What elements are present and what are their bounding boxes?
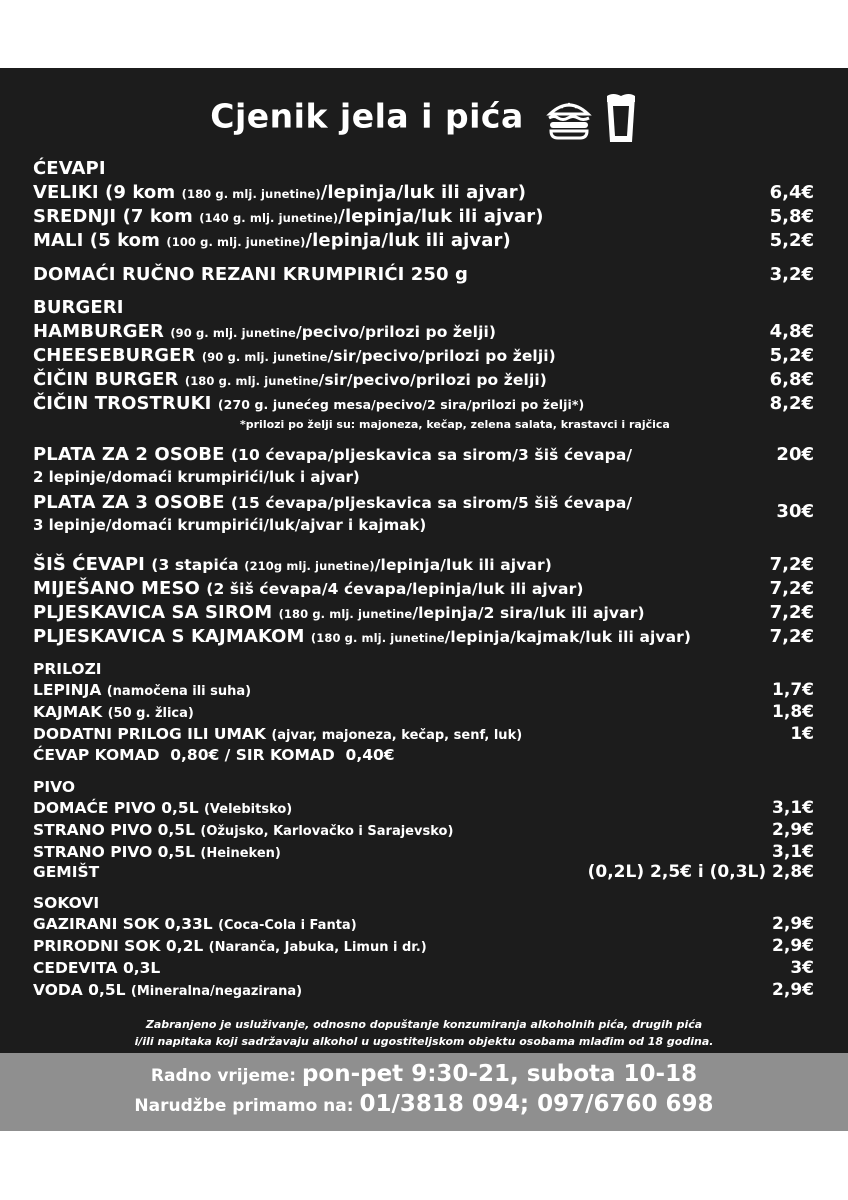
item-detail: (Heineken) [200,846,281,861]
item-name: CHEESEBURGER [33,345,202,366]
menu-title-text: Cjenik jela i pića [210,96,524,136]
item-name: DODATNI PRILOG ILI UMAK [33,725,272,743]
item-name: VODA 0,5L [33,981,131,999]
orders-label: Narudžbe primamo na: [134,1096,360,1116]
menu-item [33,626,814,647]
item-price: 5,2€ [769,345,814,366]
item-price: 30€ [776,501,814,522]
menu-item [33,702,814,722]
menu-item [33,820,814,840]
item-detail: (180 g. mlj. junetine [184,374,319,388]
item-detail: (210g mlj. junetine) [244,559,375,573]
item-price: 4,8€ [769,321,814,342]
menu-title [0,92,848,144]
item-detail: 3 lepinje/domaći krumpirići/luk/ajvar i kajmak) [33,516,427,534]
item-name: DOMAĆE PIVO 0,5L [33,799,204,817]
item-price: 3€ [790,958,814,978]
item-detail: (180 g. mlj. junetine [278,607,413,621]
item-name: PRIRODNI SOK 0,2L [33,937,209,955]
order-phones [0,1091,848,1117]
item-detail: (Velebitsko) [203,802,293,817]
item-name: LEPINJA [33,681,107,699]
item-name: SREDNJI (7 kom [33,206,200,227]
menu-item [33,914,814,934]
burger-note: *prilozi po želji su: majoneza, kečap, zelena salata, krastavci i rajčica [240,418,670,431]
item-name: STRANO PIVO 0,5L [33,821,201,839]
item-name: MIJEŠANO MESO [33,578,207,599]
menu-item [33,182,814,203]
menu-item-fries [33,264,814,285]
menu-item [33,554,814,575]
menu-item [33,936,814,956]
item-name: CEDEVITA 0,3L [33,959,161,977]
item-detail: (180 g. mlj. junetine) [181,187,321,201]
category-cevapi: ĆEVAPI [33,158,106,179]
item-price: 2,9€ [772,914,814,934]
item-detail: (Ožujsko, Karlovačko i Sarajevsko) [200,824,454,839]
item-detail: /lepinja/luk ili ajvar) [338,206,544,227]
item-price: 20€ [776,444,814,465]
item-detail: (10 ćevapa/pljeskavica sa sirom/3 šiš ćevapa/ [230,446,633,464]
item-price: 5,2€ [769,230,814,251]
item-detail: (90 g. mlj. junetine [201,350,328,364]
menu-item [33,393,814,414]
item-detail: /lepinja/kajmak/luk ili ajvar) [444,628,692,646]
item-detail: (Coca-Cola i Fanta) [218,918,357,933]
menu-item [33,321,814,342]
item-detail: (namočena ili suha) [106,684,252,699]
category-prilozi: PRILOZI [33,660,102,678]
menu-item [33,602,814,623]
item-price: 6,4€ [769,182,814,203]
item-detail: /lepinja/luk ili ajvar) [320,182,527,203]
item-name: MALI (5 kom [33,230,167,251]
item-detail: (ajvar, majoneza, kečap, senf, luk) [271,728,523,743]
item-detail: (270 g. junećeg mesa/pecivo/2 sira/prilozi po želji*) [217,397,585,412]
menu-item [33,206,814,227]
item-name: HAMBURGER [33,321,171,342]
item-price: 1,8€ [772,702,814,722]
item-name: PLJESKAVICA SA SIROM [33,602,279,623]
orders-value: 01/3818 094; 097/6760 698 [359,1091,714,1117]
item-detail: (90 g. mlj. junetine [170,326,296,340]
hours-value: pon-pet 9:30-21, subota 10-18 [301,1061,698,1087]
item-detail: (140 g. mlj. junetine) [199,211,339,225]
menu-item [33,980,814,1000]
item-detail: (50 g. žlica) [107,706,194,721]
beer-glass-icon [604,92,638,144]
item-price: 1€ [790,724,814,744]
item-name: ŠIŠ ĆEVAPI [33,554,152,575]
item-price: 2,9€ [772,820,814,840]
item-price: 3,2€ [769,264,814,285]
item-name: PLATA ZA 3 OSOBE [33,492,231,513]
menu-item [33,842,814,862]
item-detail: /pecivo/prilozi po želji) [295,323,497,341]
menu-item-plate [33,444,814,486]
item-price: 8,2€ [769,393,814,414]
item-detail: /lepinja/luk ili ajvar) [374,556,552,574]
menu-item [33,578,814,599]
item-price: 2,9€ [772,936,814,956]
item-name: GEMIŠT [33,863,100,881]
item-detail: (100 g. mlj. junetine) [166,235,306,249]
footer-bar [0,1053,848,1131]
item-price: 3,1€ [772,842,814,862]
menu-item [33,230,814,251]
item-price: (0,2L) 2,5€ i (0,3L) 2,8€ [587,862,814,882]
menu-board [0,68,848,1131]
item-price: 7,2€ [769,626,814,647]
menu-item [33,724,814,744]
item-name: STRANO PIVO 0,5L [33,843,201,861]
item-name: KAJMAK [33,703,108,721]
item-name: ĆEVAP KOMAD 0,80€ / SIR KOMAD 0,40€ [33,746,395,764]
item-name: ČIČIN BURGER [33,369,185,390]
item-name: PLATA ZA 2 OSOBE [33,444,231,465]
category-sokovi: SOKOVI [33,894,100,912]
disclaimer-line: Zabranjeno je usluživanje, odnosno dopuštanje konzumiranja alkoholnih pića, drugih pića [145,1018,703,1031]
item-price: 7,2€ [769,602,814,623]
item-price: 6,8€ [769,369,814,390]
category-burgeri: BURGERI [33,297,124,318]
alcohol-disclaimer [0,1016,848,1050]
category-pivo: PIVO [33,778,76,796]
item-price: 1,7€ [772,680,814,700]
item-price: 3,1€ [772,798,814,818]
item-detail: (180 g. mlj. junetine [310,631,445,645]
menu-item-komad [33,746,814,764]
burger-icon [546,96,592,140]
menu-item-plate [33,492,814,534]
menu-item [33,345,814,366]
disclaimer-line: i/ili napitaka koji sadržavaju alkohol u ugostiteljskom objektu osobama mlađim od 18 godina. [134,1035,714,1048]
item-price: 5,8€ [769,206,814,227]
item-detail: /lepinja/luk ili ajvar) [305,230,511,251]
opening-hours [0,1053,848,1087]
hours-label: Radno vrijeme: [150,1066,302,1086]
item-price: 7,2€ [769,554,814,575]
item-detail: 2 lepinje/domaći krumpirići/luk i ajvar) [33,468,360,486]
item-detail: (3 stapića [151,556,245,574]
menu-item [33,958,814,978]
menu-item [33,798,814,818]
item-price: 2,9€ [772,980,814,1000]
menu-item-gemist [33,862,814,882]
item-detail: (Mineralna/negazirana) [130,984,303,999]
item-name: PLJESKAVICA S KAJMAKOM [33,626,311,647]
item-detail: /lepinja/2 sira/luk ili ajvar) [412,604,645,622]
menu-item [33,680,814,700]
item-detail: /sir/pecivo/prilozi po želji) [318,371,547,389]
menu-item [33,369,814,390]
item-price: 7,2€ [769,578,814,599]
item-detail: (Naranča, Jabuka, Limun i dr.) [208,940,427,955]
item-name: GAZIRANI SOK 0,33L [33,915,219,933]
item-name: VELIKI (9 kom [33,182,182,203]
item-detail: (2 šiš ćevapa/4 ćevapa/lepinja/luk ili ajvar) [206,580,584,598]
item-name: DOMAĆI RUČNO REZANI KRUMPIRIĆI 250 g [33,264,469,285]
item-detail: (15 ćevapa/pljeskavica sa sirom/5 šiš ćevapa/ [230,494,633,512]
item-name: ČIČIN TROSTRUKI [33,393,218,414]
item-detail: /sir/pecivo/prilozi po želji) [327,347,556,365]
